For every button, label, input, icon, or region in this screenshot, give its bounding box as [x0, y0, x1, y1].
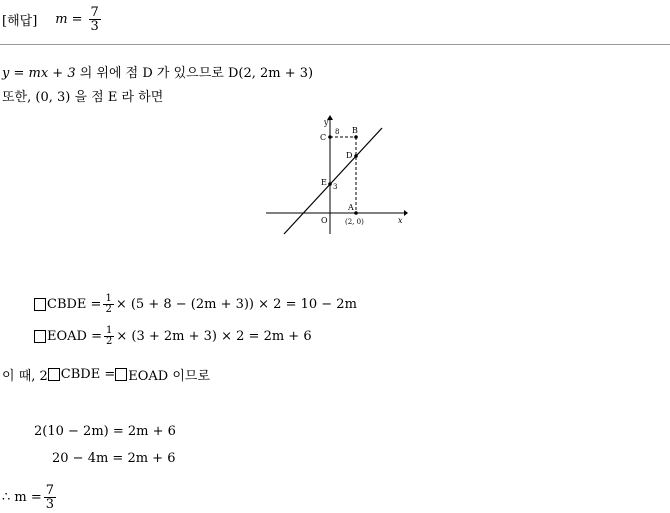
answer-numerator: 7 [90, 4, 99, 20]
conclusion-fraction [44, 484, 56, 511]
answer-denominator: 3 [90, 18, 99, 34]
label-b: B [352, 126, 358, 135]
formula-cbde-lhs: CBDE = [47, 296, 102, 312]
point-e [328, 182, 332, 186]
x-axis-label: x [398, 216, 403, 225]
coordinate-graph [262, 112, 412, 238]
trapezoid-symbol [48, 368, 60, 381]
trapezoid-symbol [115, 368, 127, 381]
conclusion-den: 3 [45, 496, 55, 512]
relation-line [2, 365, 210, 384]
formula-eoad-num: 1 [105, 324, 113, 336]
answer-header [2, 2, 103, 36]
formula-eoad-den: 2 [105, 335, 113, 347]
answer-variable: m [55, 11, 68, 27]
step-one [34, 424, 176, 439]
line-graph [284, 128, 382, 234]
y-axis-label: y [324, 118, 329, 127]
x-axis-arrow [404, 210, 408, 216]
point-c [328, 135, 332, 139]
formula-cbde-fraction [103, 294, 113, 315]
line-point-d-text: 의 위에 점 D 가 있으므로 D(2, 2m + 3) [75, 66, 314, 81]
formula-cbde-num: 1 [105, 292, 112, 304]
conclusion-num: 7 [45, 482, 55, 498]
conclusion-text: ∴ m = [2, 489, 42, 505]
label-d: D [346, 151, 353, 160]
line-point-e-text: 또한, (0, 3) 을 점 E 라 하면 [2, 90, 164, 105]
formula-eoad-rhs: × (3 + 2m + 3) × 2 = 2m + 6 [116, 328, 312, 344]
trapezoid-symbol [34, 330, 46, 343]
label-three: 3 [333, 183, 338, 191]
relation-mid: CBDE = [60, 367, 116, 382]
label-origin: O [321, 216, 328, 225]
point-a [354, 211, 358, 215]
equals-sign: = [71, 11, 83, 27]
trapezoid-symbol [34, 298, 46, 311]
step-two-text: 20 − 4m = 2m + 6 [52, 451, 176, 466]
formula-eoad-lhs: EOAD = [47, 328, 102, 344]
relation-post: EOAD 이므로 [128, 369, 210, 384]
formula-cbde-rhs: × (5 + 8 − (2m + 3)) × 2 = 10 − 2m [115, 296, 357, 312]
line-equation: y = mx + 3 [2, 66, 76, 81]
label-e: E [321, 178, 327, 187]
label-a-coord: (2, 0) [345, 218, 364, 226]
point-d [354, 154, 358, 158]
step-two [52, 451, 175, 466]
label-c: C [320, 133, 327, 142]
answer-fraction [89, 6, 101, 33]
line-point-e [2, 86, 163, 105]
line-point-d [2, 62, 313, 81]
relation-pre: 이 때, 2 [2, 369, 48, 384]
answer-label: [해답] [2, 13, 38, 29]
label-a: A [348, 203, 354, 212]
divider [0, 44, 670, 45]
formula-eoad-fraction [104, 326, 114, 347]
point-b [354, 135, 358, 139]
formula-cbde [34, 288, 357, 320]
formula-eoad [34, 320, 312, 352]
conclusion [2, 482, 58, 512]
step-one-text: 2(10 − 2m) = 2m + 6 [34, 424, 176, 439]
formula-cbde-den: 2 [105, 303, 112, 315]
label-eight: 8 [335, 128, 340, 136]
